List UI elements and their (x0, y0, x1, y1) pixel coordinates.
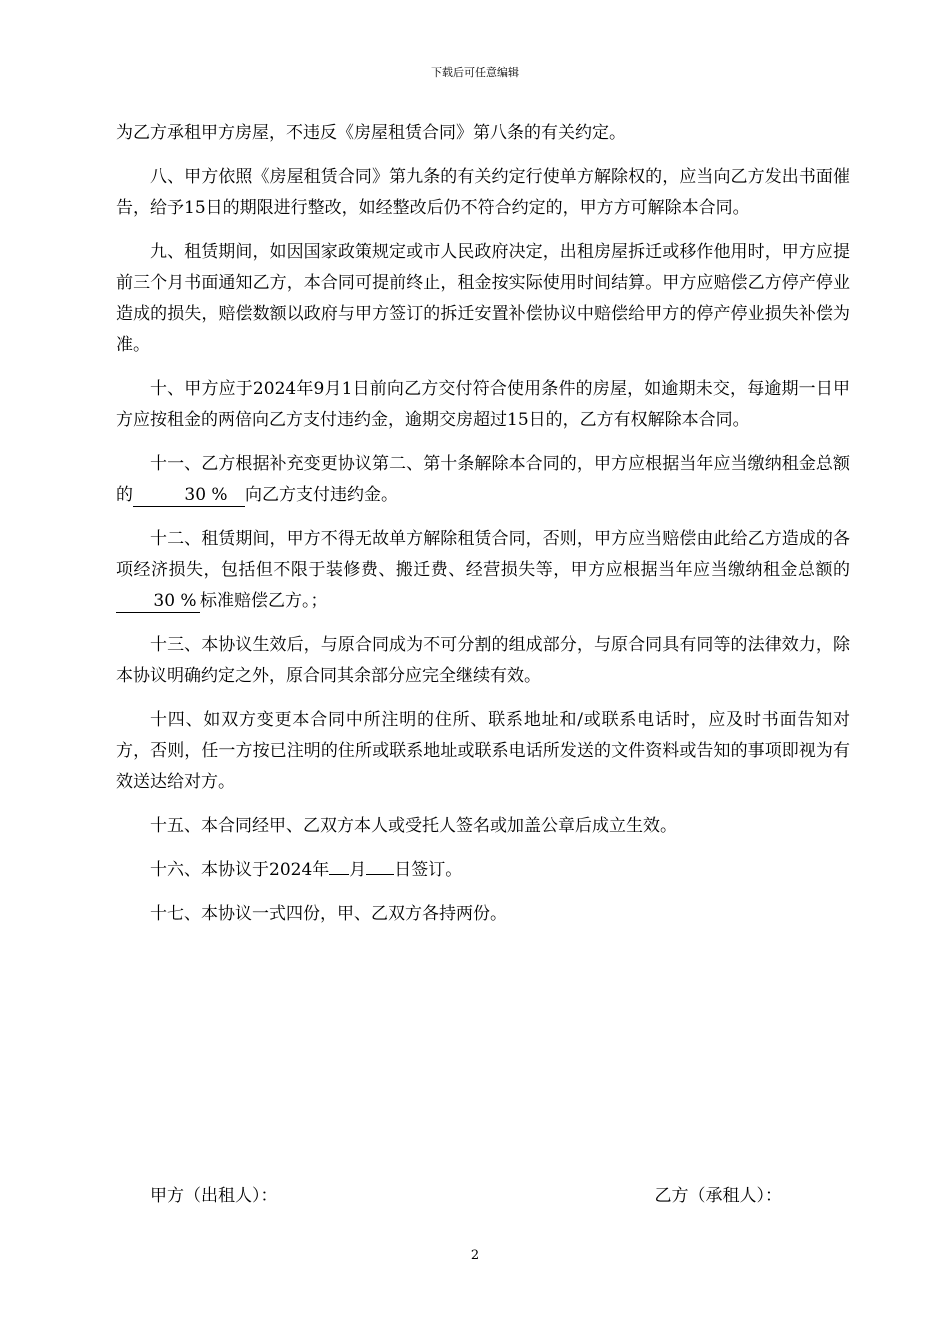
clause-14: 十四、如双方变更本合同中所注明的住所、联系地址和/或联系电话时，应及时书面告知对方，否则，任一方按已注明的住所或联系地址或联系电话所发送的文件资料或告知的事项即视为有效送达给对方。 (116, 710, 850, 792)
clause-10: 十、甲方应于2024年9月1日前向乙方交付符合使用条件的房屋，如逾期未交，每逾期一日甲方应按租金的两倍向乙方支付违约金，逾期交房超过15日的，乙方有权解除本合同。 (116, 379, 850, 430)
clause-11-text-end: 向乙方支付违约金。 (245, 485, 398, 505)
clause-11-text: 十一、乙方根据补充变更协议第二、第十条解除本合同的，甲方应根据当年应当缴纳租金总额的 (116, 454, 850, 505)
clause-11 (116, 449, 850, 511)
signature-row (150, 1181, 782, 1211)
clause-17: 十七、本协议一式四份，甲、乙双方各持两份。 (150, 904, 507, 924)
compensation-rate-blank: 30 % (116, 590, 200, 613)
day-blank (366, 874, 394, 875)
clause-12 (116, 524, 850, 617)
clause-12-text-end: 标准赔偿乙方。； (200, 591, 328, 611)
clause-12-text: 十二、租赁期间，甲方不得无故单方解除租赁合同，否则，甲方应当赔偿由此给乙方造成的各项经济损失，包括但不限于装修费、搬迁费、经营损失等，甲方应根据当年应当缴纳租金总额的 (116, 529, 850, 580)
month-unit: 月 (349, 860, 367, 880)
month-blank (329, 874, 349, 875)
clause-9: 九、租赁期间，如因国家政策规定或市人民政府决定，出租房屋拆迁或移作他用时，甲方应提前三个月书面通知乙方，本合同可提前终止，租金按实际使用时间结算。甲方应赔偿乙方停产停业造成的损失，赔偿数额以政府与甲方签订的拆迁安置补偿协议中赔偿给甲方的停产停业损失补偿为准。 (116, 242, 850, 355)
clause-16-text: 十六、本协议于2024年 (150, 860, 330, 880)
party-a-signature-label: 甲方（出租人）： (150, 1186, 278, 1206)
contract-body (116, 118, 850, 943)
clause-16-text-end: 日签订。 (394, 860, 463, 880)
clause-8: 八、甲方依照《房屋租赁合同》第九条的有关约定行使单方解除权的，应当向乙方发出书面催告，给予15日的期限进行整改，如经整改后仍不符合约定的，甲方方可解除本合同。 (116, 167, 850, 218)
page-header: 下载后可任意编辑 (431, 66, 519, 79)
clause-15: 十五、本合同经甲、乙双方本人或受托人签名或加盖公章后成立生效。 (150, 816, 677, 836)
party-b-signature-label: 乙方（承租人）： (654, 1186, 782, 1206)
paragraph-continuation: 为乙方承租甲方房屋，不违反《房屋租赁合同》第八条的有关约定。 (116, 123, 626, 143)
clause-16 (116, 855, 850, 886)
penalty-rate-blank: 30 % (133, 484, 245, 507)
clause-13: 十三、本协议生效后，与原合同成为不可分割的组成部分，与原合同具有同等的法律效力，除本协议明确约定之外，原合同其余部分应完全继续有效。 (116, 635, 850, 686)
page-number: 2 (470, 1248, 480, 1263)
